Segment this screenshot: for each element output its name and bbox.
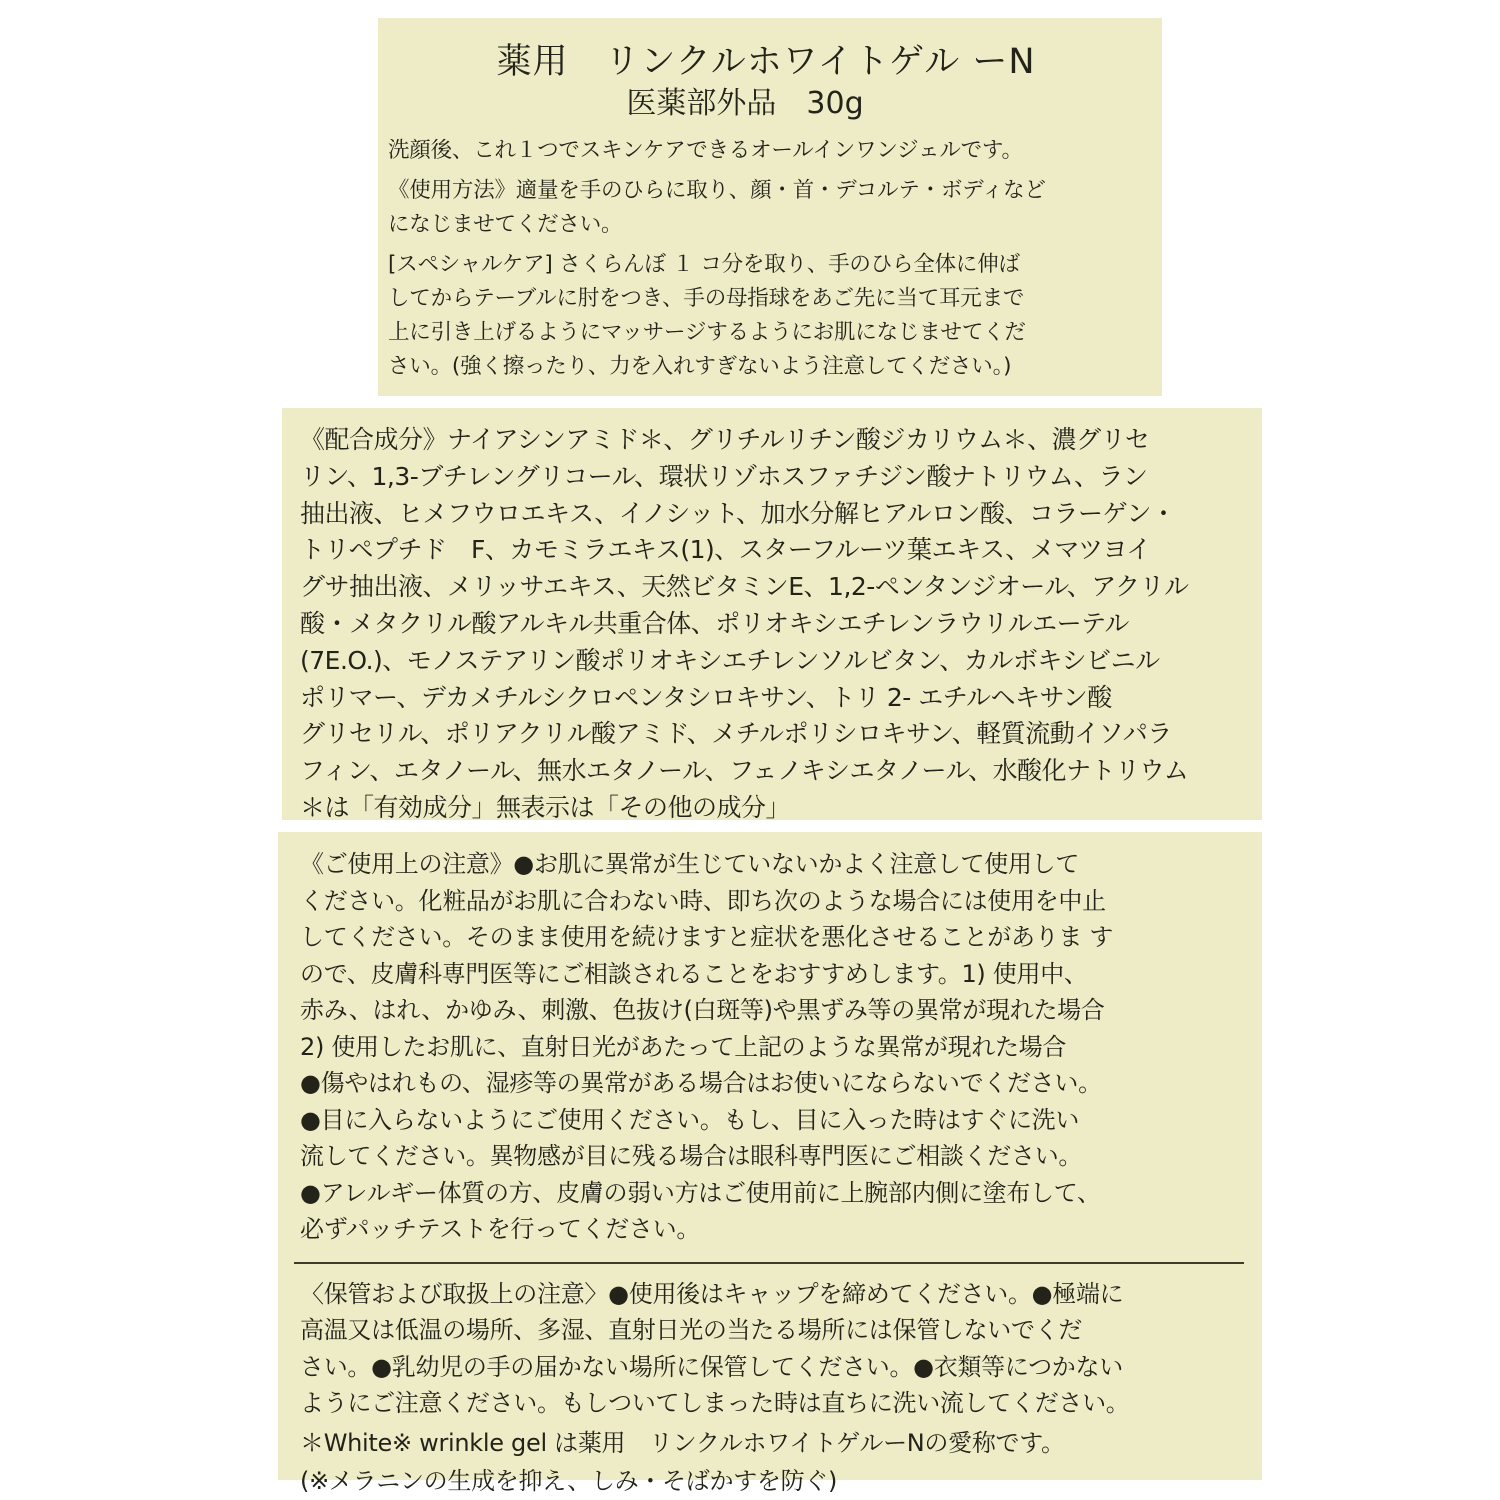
ingredients-line: 《配合成分》ナイアシンアミド＊、グリチルリチン酸ジカリウム＊、濃グリセ <box>300 425 1150 454</box>
precautions-panel <box>278 832 1262 1495</box>
ingredients-list <box>300 422 1252 827</box>
storage-line: 〈保管および取扱上の注意〉●使用後はキャップを締めてください。●極端に <box>300 1279 1124 1308</box>
storage-line: さい。●乳幼児の手の届かない場所に保管してください。●衣類等につかない <box>300 1352 1123 1381</box>
ingredients-line: グリセリル、ポリアクリル酸アミド、メチルポリシロキサン、軽質流動イソパラ <box>300 719 1172 749</box>
ingredients-line: フィン、エタノール、無水エタノール、フェノキシエタノール、水酸化ナトリウム <box>300 756 1189 786</box>
footnote <box>300 1424 1252 1500</box>
precaution-line: ●アレルギー体質の方、皮膚の弱い方はご使用前に上腕部内側に塗布して、 <box>300 1178 1101 1207</box>
ingredients-line: 抽出液、ヒメフウロエキス、イノシット、加水分解ヒアルロン酸、コラーゲン・ <box>300 498 1176 528</box>
ingredients-line: (7E.O.)、モノステアリン酸ポリオキシエチレンソルビタン、カルボキシビニル <box>300 645 1160 675</box>
ingredients-line: トリペプチド F、カモミラエキス(1)、スターフルーツ葉エキス、メマツヨイ <box>300 535 1151 565</box>
section-divider <box>294 1262 1244 1264</box>
usage-line: 《使用方法》適量を手のひらに取り、顔・首・デコルテ・ボディなど <box>388 178 1046 203</box>
precaution-line: ●目に入らないようにご使用ください。もし、目に入った時はすぐに洗い <box>300 1105 1080 1134</box>
precaution-line: ので、皮膚科専門医等にご相談されることをおすすめします。1) 使用中、 <box>300 959 1088 988</box>
footnote-line: (※メラニンの生成を抑え、しみ・そばかすを防ぐ) <box>300 1466 838 1495</box>
precaution-line: ください。化粧品がお肌に合わない時、即ち次のような場合には使用を中止 <box>300 886 1106 915</box>
storage-line: ようにご注意ください。もしついてしまった時は直ちに洗い流してください。 <box>300 1389 1130 1417</box>
precaution-line: してください。そのまま使用を続けますと症状を悪化させることがありま す <box>300 923 1114 951</box>
intro-text: 洗顔後、これ１つでスキンケアできるオールインワンジェルです。 <box>388 138 1023 163</box>
storage-line: 高温又は低温の場所、多湿、直射日光の当たる場所には保管しないでくだ <box>300 1316 1083 1344</box>
precaution-line: 《ご使用上の注意》●お肌に異常が生じていないかよく注意して使用して <box>300 850 1080 878</box>
precaution-line: 必ずパッチテストを行ってください。 <box>300 1215 701 1243</box>
storage-precautions <box>300 1276 1252 1422</box>
ingredients-line: ポリマー、デカメチルシクロペンタシロキサン、トリ 2- エチルヘキサン酸 <box>300 682 1112 712</box>
precaution-line: 2) 使用したお肌に、直射日光があたって上記のような異常が現れた場合 <box>300 1032 1067 1061</box>
special-care-line: [スペシャルケア] さくらんぼ １ コ分を取り、手のひら全体に伸ば <box>388 252 1020 277</box>
product-info-panel <box>378 18 1162 396</box>
special-care-line: 上に引き上げるようにマッサージするようにお肌になじませてくだ <box>388 320 1026 345</box>
product-description <box>388 134 1152 384</box>
footnote-line: ＊White※ wrinkle gel は薬用 リンクルホワイトゲルーNの愛称です。 <box>300 1428 1065 1457</box>
special-care-line: さい。(強く擦ったり、力を入れすぎないよう注意してください。) <box>388 354 1012 379</box>
product-subtitle: 医薬部外品 30g <box>626 86 864 121</box>
ingredients-line: リン、1,3-ブチレングリコール、環状リゾホスファチジン酸ナトリウム、ラン <box>300 461 1148 491</box>
special-care-line: してからテーブルに肘をつき、手の母指球をあご先に当て耳元まで <box>388 286 1025 311</box>
precaution-line: 赤み、はれ、かゆみ、刺激、色抜け(白斑等)や黒ずみ等の異常が現れた場合 <box>300 996 1105 1024</box>
ingredients-line: 酸・メタクリル酸アルキル共重合体、ポリオキシエチレンラウリルエーテル <box>300 608 1129 638</box>
usage-line: になじませてください。 <box>388 212 623 237</box>
ingredients-panel <box>282 408 1262 820</box>
precaution-line: 流してください。異物感が目に残る場合は眼科専門医にご相談ください。 <box>300 1142 1083 1170</box>
ingredients-line: グサ抽出液、メリッサエキス、天然ビタミンE、1,2-ペンタンジオール、アクリル <box>300 572 1189 602</box>
product-title: 薬用 リンクルホワイトゲル ーN <box>496 42 1036 82</box>
ingredients-note: ＊は「有効成分」無表示は「その他の成分」 <box>300 792 791 822</box>
usage-precautions <box>300 846 1252 1248</box>
precaution-line: ●傷やはれもの、湿疹等の異常がある場合はお使いにならないでください。 <box>300 1069 1102 1097</box>
